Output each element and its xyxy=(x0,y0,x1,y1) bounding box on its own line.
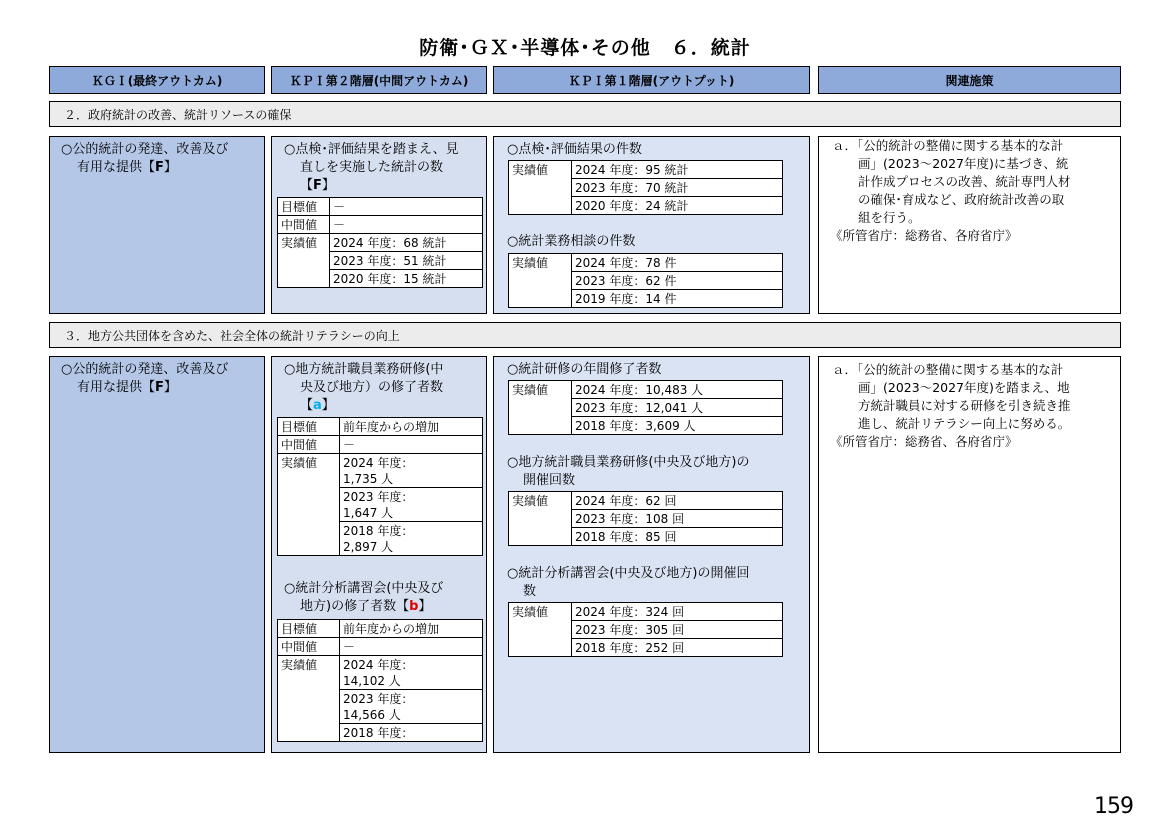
kpi1-title-2b: ○統計業務相談の件数 xyxy=(507,234,636,249)
measures-cell-2 xyxy=(818,136,1121,314)
kpi1-title-3b: ○地方統計職員業務研修(中央及び地方)の 開催回数 xyxy=(507,455,750,488)
page-title: 防衛･ＧＸ･半導体･その他 ６．統計 xyxy=(419,37,751,59)
kgi-cell-2 xyxy=(49,136,265,314)
kpi2-text-3a: ○地方統計職員業務研修(中 央及び地方）の修了者数 【a】 xyxy=(284,362,444,413)
kpi1-title-2a: ○点検･評価結果の件数 xyxy=(507,142,642,157)
kpi1-table-3c: 実績値 2024 年度：324 回 2023 年度：305 回 2018 年度：252 回 xyxy=(508,602,783,657)
kgi-cell-3 xyxy=(49,356,265,753)
kpi2-table-3b: 目標値 前年度からの増加 中間値 － 実績値 2024 年度： 14,102 人 2023 年度： 14,566 人 2018 年度： xyxy=(277,619,483,742)
kpi1-cell-2 xyxy=(493,136,810,314)
header-kgi: ＫＧＩ(最終アウトカム) xyxy=(49,66,265,94)
kgi-text-3: ○公的統計の発達、改善及び 有用な提供【F】 xyxy=(61,362,229,395)
measures-text-2: ａ．「公的統計の整備に関する基本的な計 画」(2023～2027年度)に基づき、統 計作成プロセスの改善、統計専門人材 の確保･育成など、政府統計改善の取 組を行う。 《所管省庁：総務省、各府省庁》 xyxy=(830,138,1071,243)
kpi2-table-2: 目標値 － 中間値 － 実績値 2024 年度：68 統計 2023 年度：51 統計 2020 年度：15 統計 xyxy=(277,197,483,288)
kpi1-cell-3 xyxy=(493,356,810,753)
kpi1-table-3a: 実績値 2024 年度：10,483 人 2023 年度：12,041 人 2018 年度：3,609 人 xyxy=(508,380,783,435)
header-kpi2: ＫＰＩ第２階層(中間アウトカム) xyxy=(271,66,487,94)
kpi1-title-3a: ○統計研修の年間修了者数 xyxy=(507,362,662,377)
kpi2-cell-3 xyxy=(271,356,487,753)
kpi2-text-3b: ○統計分析講習会(中央及び 地方)の修了者数【b】 xyxy=(284,581,444,614)
kpi2-text-2: ○点検･評価結果を踏まえ、見 直しを実施した統計の数 【F】 xyxy=(284,142,459,193)
header-kpi1: ＫＰＩ第１階層(アウトプット) xyxy=(493,66,810,94)
kpi1-table-3b: 実績値 2024 年度：62 回 2023 年度：108 回 2018 年度：85 回 xyxy=(508,491,783,546)
measures-text-3: ａ．「公的統計の整備に関する基本的な計 画」(2023～2027年度)を踏まえ、地 方統計職員に対する研修を引き続き推 進し、統計リテラシー向上に努める。 《所管省庁：総務省、各府省庁》 xyxy=(830,362,1071,449)
kpi2-cell-2 xyxy=(271,136,487,314)
kpi1-table-2a: 実績値 2024 年度：95 統計 2023 年度：70 統計 2020 年度：24 統計 xyxy=(508,160,783,215)
kpi1-table-2b: 実績値 2024 年度：78 件 2023 年度：62 件 2019 年度：14 件 xyxy=(508,253,783,308)
section-heading-3: ３．地方公共団体を含めた、社会全体の統計リテラシーの向上 xyxy=(49,322,1121,348)
kpi2-table-3a: 目標値 前年度からの増加 中間値 － 実績値 2024 年度： 1,735 人 2023 年度： 1,647 人 2018 年度： 2,897 人 xyxy=(277,417,483,556)
kgi-text-2: ○公的統計の発達、改善及び 有用な提供【F】 xyxy=(61,142,229,175)
header-measures: 関連施策 xyxy=(818,66,1121,94)
page-number: 159 xyxy=(1094,794,1133,819)
section-heading-2: ２．政府統計の改善、統計リソースの確保 xyxy=(49,101,1121,127)
kpi1-title-3c: ○統計分析講習会(中央及び地方)の開催回 数 xyxy=(507,566,750,599)
measures-cell-3 xyxy=(818,356,1121,753)
